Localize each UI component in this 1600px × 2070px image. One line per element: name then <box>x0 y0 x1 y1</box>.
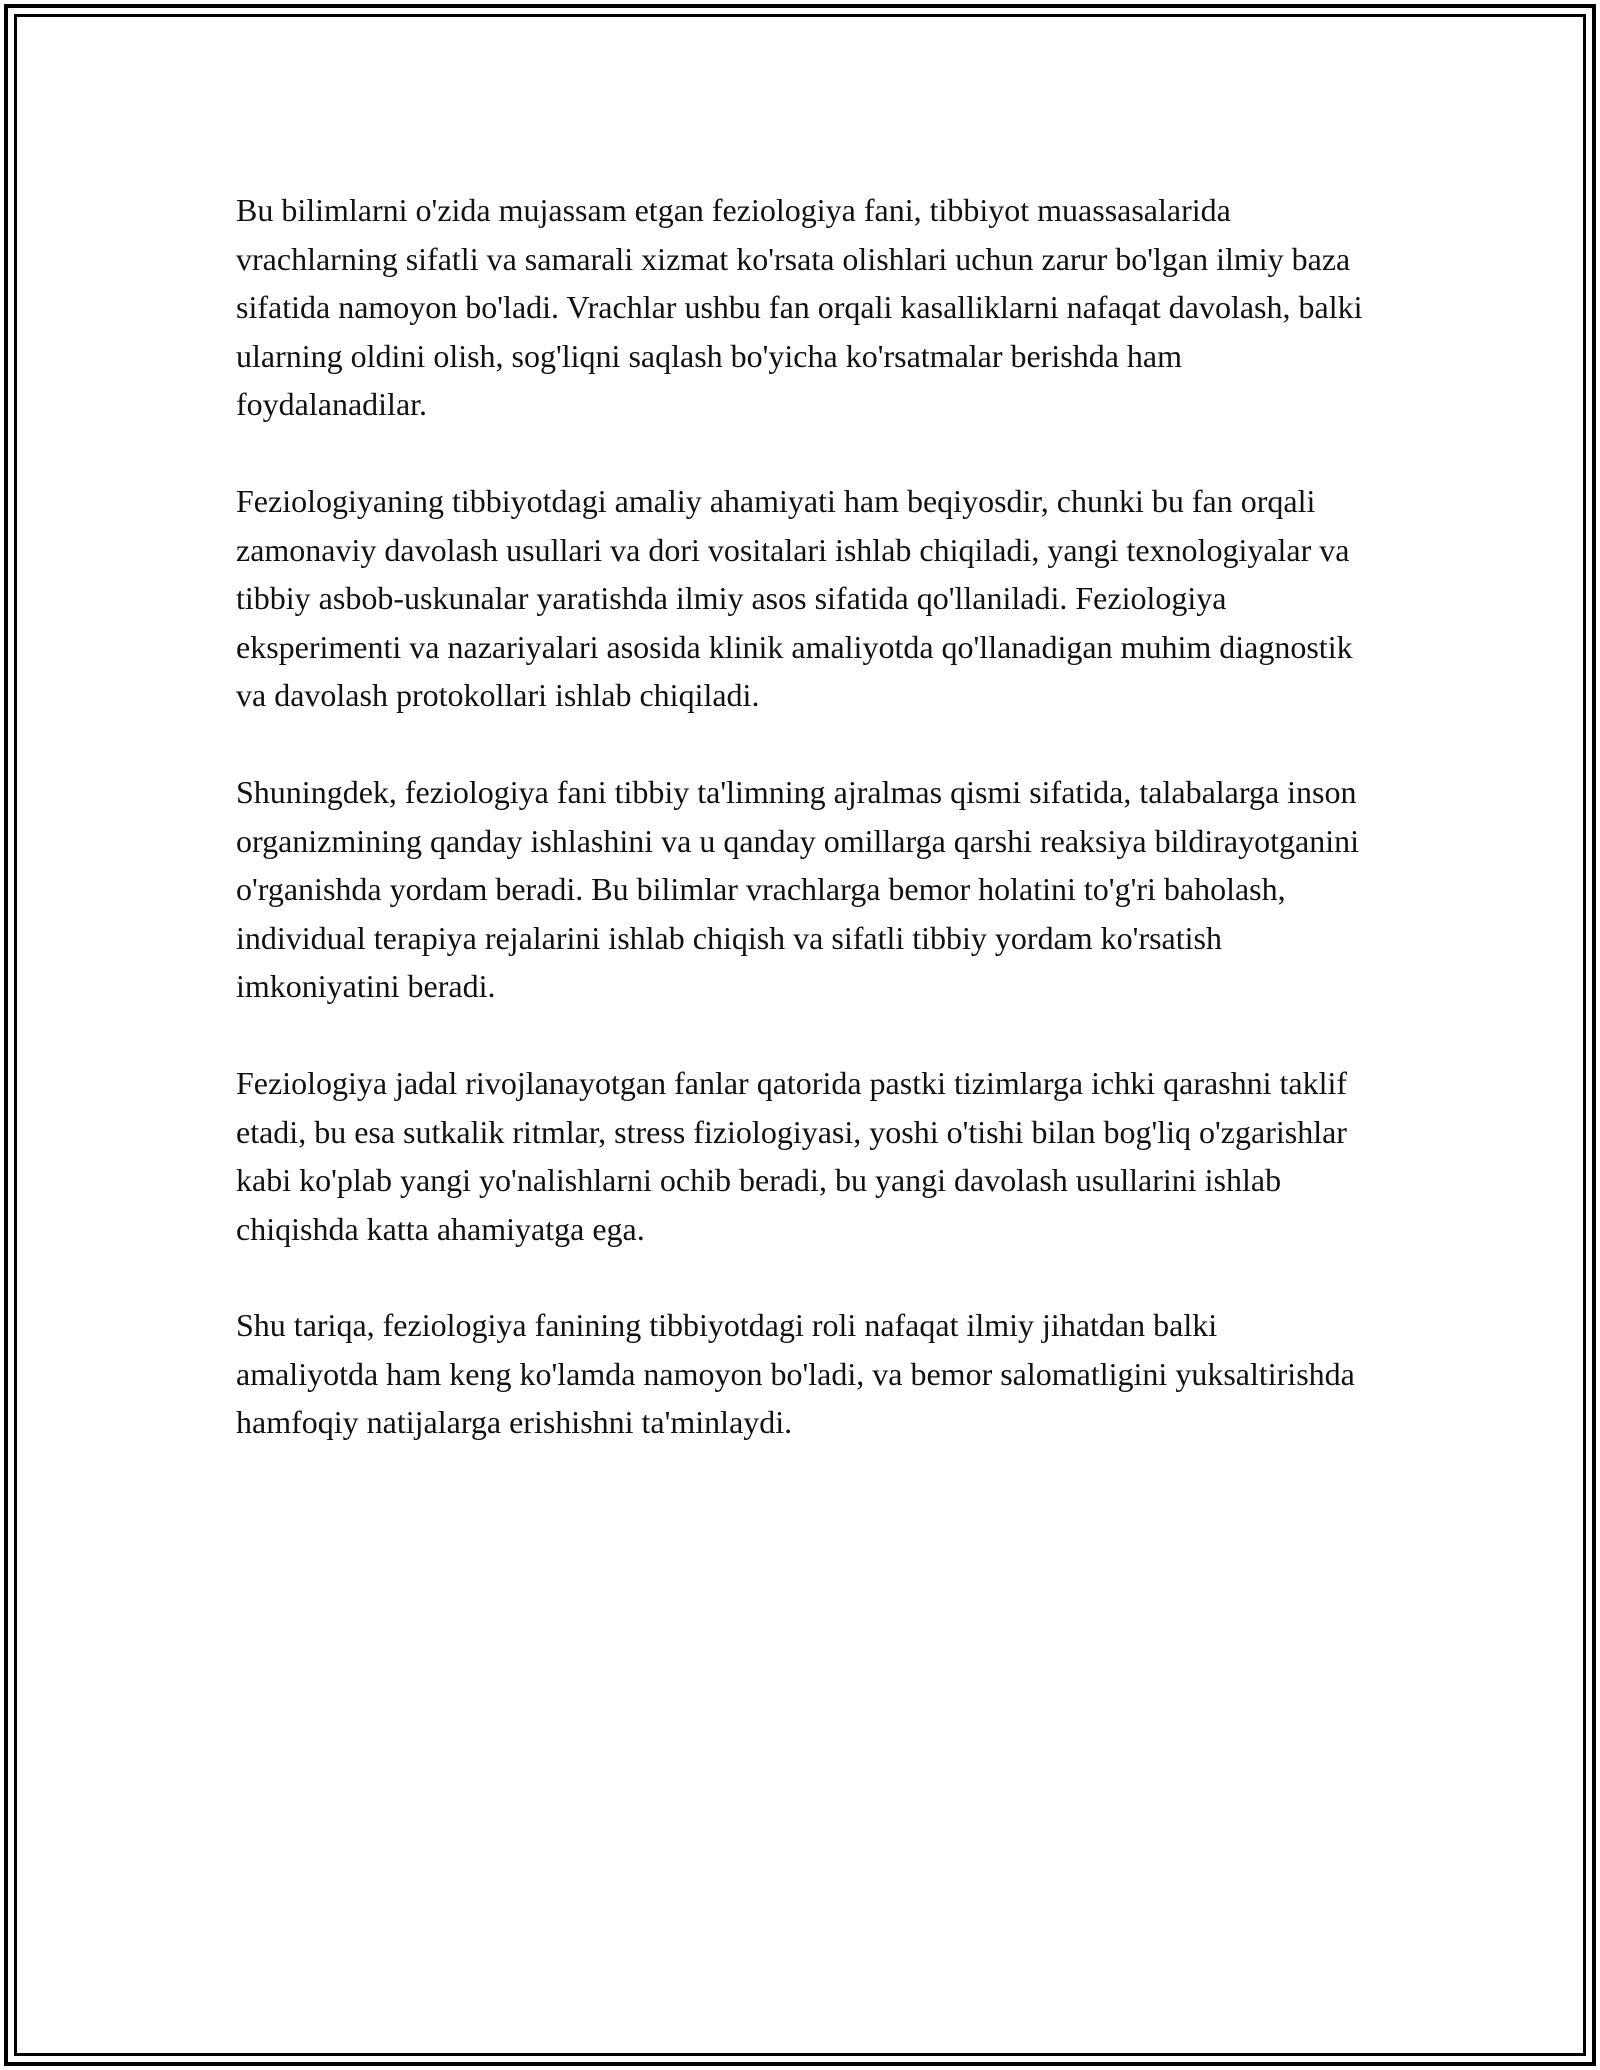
paragraph-5: Shu tariqa, feziologiya fanining tibbiyotdagi roli nafaqat ilmiy jihatdan balki amaliyotda ham keng ko'lamda namoyon bo'ladi, va bemor salomatligini yuksaltirishda hamfoqiy natijalarga erishishni ta'minlaydi. <box>236 1307 1355 1441</box>
document-body <box>236 186 1366 1447</box>
paragraph-4: Feziologiya jadal rivojlanayotgan fanlar qatorida pastki tizimlarga ichki qarashni taklif etadi, bu esa sutkalik ritmlar, stress fiziologiyasi, yoshi o'tishi bilan bog'liq o'zgarishlar kabi ko'plab yangi yo'nalishlarni ochib beradi, bu yangi davolash usullarini ishlab chiqishda katta ahamiyatga ega. <box>236 1064 1348 1247</box>
paragraph-2: Feziologiyaning tibbiyotdagi amaliy ahamiyati ham beqiyosdir, chunki bu fan orqali zamonaviy davolash usullari va dori vositalari ishlab chiqiladi, yangi texnologiyalar va tibbiy asbob-uskunalar yaratishda ilmiy asos sifatida qo'llaniladi. Feziologiya eksperimenti va nazariyalari asosida klinik amaliyotda qo'llanadigan muhim diagnostik va davolash protokollari ishlab chiqiladi. <box>236 482 1353 714</box>
paragraph-1: Bu bilimlarni o'zida mujassam etgan feziologiya fani, tibbiyot muassasalarida vrachlarning sifatli va samarali xizmat ko'rsata olishlari uchun zarur bo'lgan ilmiy baza sifatida namoyon bo'ladi. Vrachlar ushbu fan orqali kasalliklarni nafaqat davolash, balki ularning oldini olish, sog'liqni saqlash bo'yicha ko'rsatmalar berishda ham foydalanadilar. <box>236 192 1363 423</box>
paragraph-3: Shuningdek, feziologiya fani tibbiy ta'limning ajralmas qismi sifatida, talabalarga inson organizmining qanday ishlashini va u qanday omillarga qarshi reaksiya bildirayotganini o'rganishda yordam beradi. Bu bilimlar vrachlarga bemor holatini to'g'ri baholash, individual terapiya rejalarini ishlab chiqish va sifatli tibbiy yordam ko'rsatish imkoniyatini beradi. <box>236 773 1359 1005</box>
